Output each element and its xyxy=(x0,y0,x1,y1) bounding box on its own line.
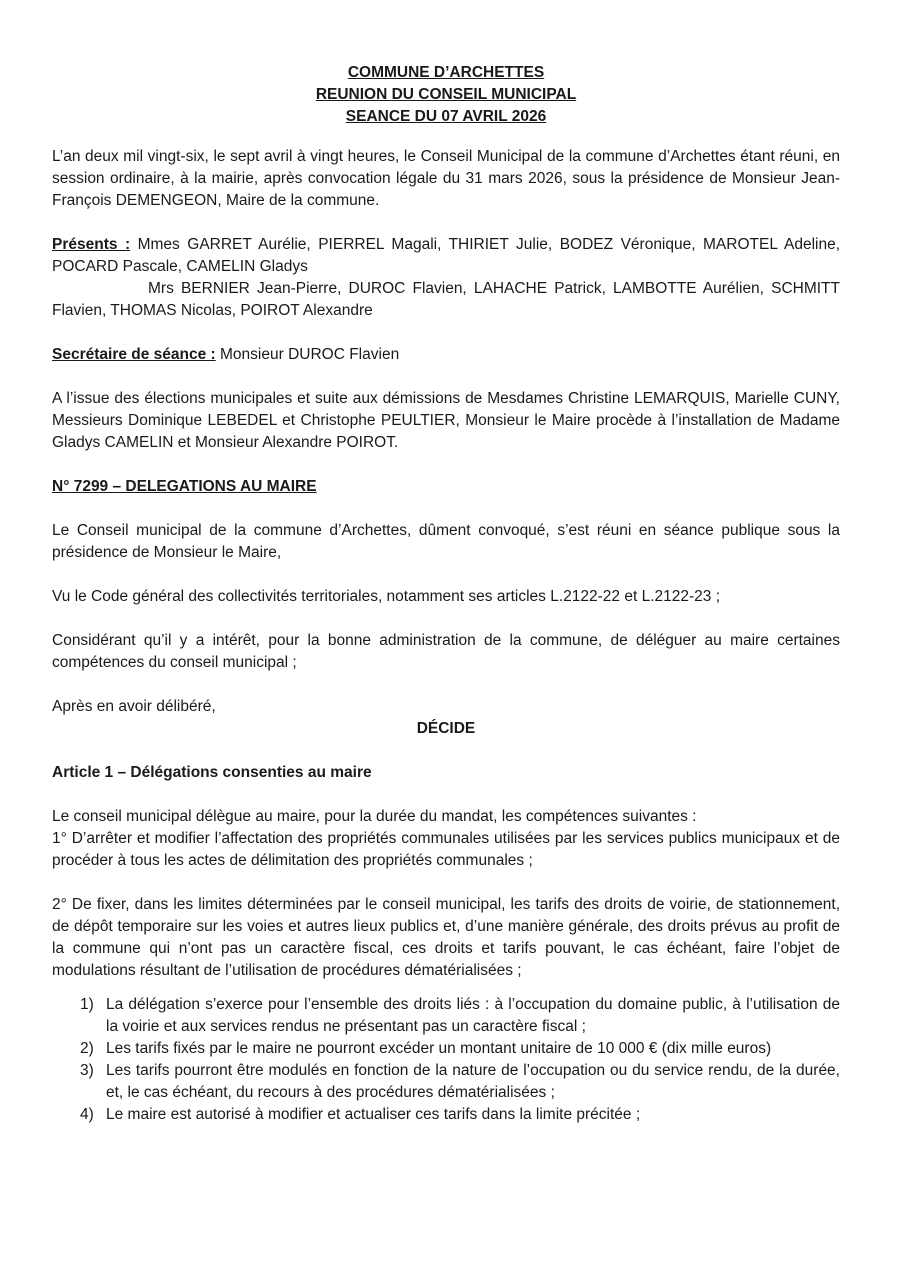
document-page xyxy=(52,62,840,1126)
presents-mmes: Mmes GARRET Aurélie, PIERREL Magali, THIRIET Julie, BODEZ Véronique, MAROTEL Adeline, POCARD Pascale, CAMELIN Gladys xyxy=(52,236,840,275)
tarifs-sublist xyxy=(52,994,840,1126)
meeting-title: REUNION DU CONSEIL MUNICIPAL xyxy=(315,86,577,103)
list-item xyxy=(52,994,840,1038)
article1-item-2: 2° De fixer, dans les limites déterminées par le conseil municipal, les tarifs des droits de voirie, de stationnement, de dépôt temporaire sur les voies et autres lieux publics et, d’une manière générale, des droits prévus au profit de la commune qui n’ont pas un caractère fiscal, ces droits et tarifs pouvant, le cas échéant, faire l’objet de modulations résultant de l’utilisation de procédures dématérialisées ; xyxy=(52,896,840,979)
secretaire-value: Monsieur DUROC Flavien xyxy=(215,346,400,363)
decide-heading: DÉCIDE xyxy=(416,720,476,737)
list-item xyxy=(52,1060,840,1104)
list-item-text: Le maire est autorisé à modifier et actualiser ces tarifs dans la limite précitée ; xyxy=(106,1106,641,1123)
list-item xyxy=(52,1038,840,1060)
list-item-text: Les tarifs fixés par le maire ne pourront excéder un montant unitaire de 10 000 € (dix mille euros) xyxy=(106,1040,772,1057)
session-date-title: SEANCE DU 07 AVRIL 2026 xyxy=(345,108,547,125)
list-item xyxy=(52,1104,840,1126)
presents-paragraph xyxy=(52,234,840,278)
article1-intro: Le conseil municipal délègue au maire, pour la durée du mandat, les compétences suivantes : xyxy=(52,808,697,825)
article1-item-1: 1° D’arrêter et modifier l’affectation des propriétés communales utilisées par les services publics municipaux et de procéder à tous les actes de délimitation des propriétés communales ; xyxy=(52,830,840,869)
deliberation-paragraph-3: Considérant qu’il y a intérêt, pour la bonne administration de la commune, de déléguer au maire certaines compétences du conseil municipal ; xyxy=(52,632,840,671)
deliberation-paragraph-4: Après en avoir délibéré, xyxy=(52,698,216,715)
list-item-number: 4) xyxy=(80,1106,94,1123)
presents-mrs-paragraph xyxy=(52,278,840,322)
secretaire-paragraph xyxy=(52,344,840,366)
list-item-number: 2) xyxy=(80,1040,94,1057)
list-item-number: 3) xyxy=(80,1062,94,1079)
installation-paragraph: A l’issue des élections municipales et suite aux démissions de Mesdames Christine LEMARQUIS, Marielle CUNY, Messieurs Dominique LEBEDEL et Christophe PEULTIER, Monsieur le Maire procède à l’installation de Madame Gladys CAMELIN et Monsieur Alexandre POIROT. xyxy=(52,390,840,451)
deliberation-title: N° 7299 – DELEGATIONS AU MAIRE xyxy=(52,478,317,495)
intro-paragraph: L’an deux mil vingt-six, le sept avril à vingt heures, le Conseil Municipal de la commune d’Archettes étant réuni, en session ordinaire, à la mairie, après convocation légale du 31 mars 2026, sous la présidence de Monsieur Jean-François DEMENGEON, Maire de la commune. xyxy=(52,148,840,209)
list-item-number: 1) xyxy=(80,996,94,1013)
list-item-text: Les tarifs pourront être modulés en fonction de la nature de l’occupation ou du service rendu, de la durée, et, le cas échéant, du recours à des procédures dématérialisées ; xyxy=(106,1062,840,1101)
commune-title: COMMUNE D’ARCHETTES xyxy=(347,64,545,81)
secretaire-label: Secrétaire de séance : xyxy=(52,346,216,363)
article1-title: Article 1 – Délégations consenties au maire xyxy=(52,764,372,781)
deliberation-paragraph-1: Le Conseil municipal de la commune d’Archettes, dûment convoqué, s’est réuni en séance publique sous la présidence de Monsieur le Maire, xyxy=(52,522,840,561)
presents-mrs: Mrs BERNIER Jean-Pierre, DUROC Flavien, LAHACHE Patrick, LAMBOTTE Aurélien, SCHMITT Flavien, THOMAS Nicolas, POIROT Alexandre xyxy=(52,280,840,319)
list-item-text: La délégation s’exerce pour l’ensemble des droits liés : à l’occupation du domaine public, à l’utilisation de la voirie et aux services rendus ne présentant pas un caractère fiscal ; xyxy=(106,996,840,1035)
presents-label: Présents : xyxy=(52,236,131,253)
deliberation-paragraph-2: Vu le Code général des collectivités territoriales, notamment ses articles L.2122-22 et L.2122-23 ; xyxy=(52,588,721,605)
